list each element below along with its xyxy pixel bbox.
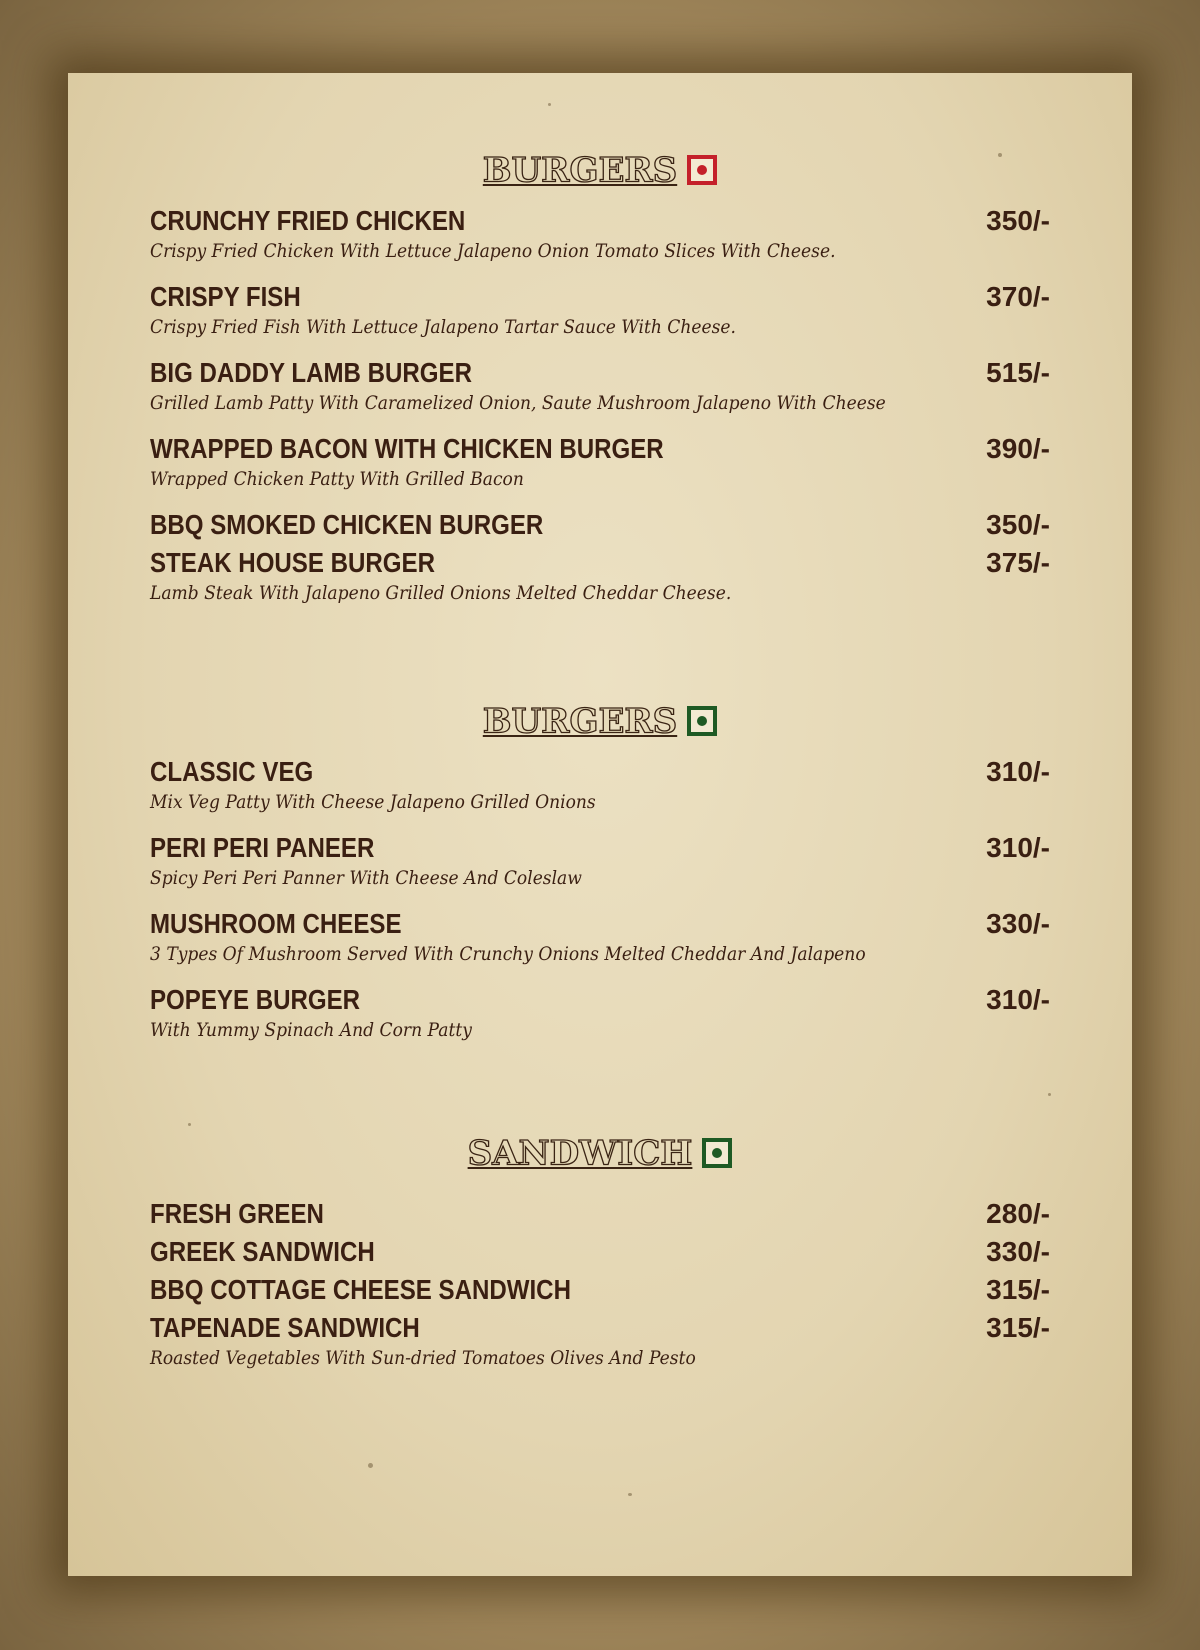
item-name: GREEK SANDWICH bbox=[150, 1236, 375, 1267]
menu-item bbox=[150, 1233, 1050, 1271]
item-name: CLASSIC VEG bbox=[150, 756, 314, 787]
item-name: BBQ SMOKED CHICKEN BURGER bbox=[150, 509, 544, 540]
item-description: Lamb Steak With Jalapeno Grilled Onions Melted Cheddar Cheese. bbox=[150, 582, 732, 604]
item-description: Crispy Fried Chicken With Lettuce Jalapeno Onion Tomato Slices With Cheese. bbox=[150, 240, 836, 262]
item-name: POPEYE BURGER bbox=[150, 984, 361, 1015]
item-name: MUSHROOM CHEESE bbox=[150, 908, 402, 939]
item-description: Spicy Peri Peri Panner With Cheese And Coleslaw bbox=[150, 867, 582, 889]
item-price: 350/- bbox=[986, 205, 1050, 236]
item-name: CRUNCHY FRIED CHICKEN bbox=[150, 205, 466, 236]
section-burgers-veg bbox=[150, 699, 1050, 1043]
item-name: STEAK HOUSE BURGER bbox=[150, 547, 435, 578]
item-price: 330/- bbox=[986, 1236, 1050, 1267]
menu-item bbox=[150, 544, 1050, 606]
item-name: TAPENADE SANDWICH bbox=[150, 1312, 420, 1343]
section-title: BURGERS bbox=[482, 150, 678, 191]
menu-item bbox=[150, 278, 1050, 340]
menu-item bbox=[150, 905, 1050, 967]
menu-item bbox=[150, 1195, 1050, 1233]
section-sandwich bbox=[150, 1131, 1050, 1371]
item-price: 310/- bbox=[986, 984, 1050, 1015]
item-price: 370/- bbox=[986, 281, 1050, 312]
item-description: Mix Veg Patty With Cheese Jalapeno Grilled Onions bbox=[150, 791, 596, 813]
menu-item bbox=[150, 981, 1050, 1043]
item-name: WRAPPED BACON WITH CHICKEN BURGER bbox=[150, 433, 664, 464]
item-price: 310/- bbox=[986, 756, 1050, 787]
item-price: 330/- bbox=[986, 908, 1050, 939]
item-price: 315/- bbox=[986, 1312, 1050, 1343]
item-price: 280/- bbox=[986, 1198, 1050, 1229]
item-name: BIG DADDY LAMB BURGER bbox=[150, 357, 472, 388]
menu-item bbox=[150, 354, 1050, 416]
item-description: 3 Types Of Mushroom Served With Crunchy Onions Melted Cheddar And Jalapeno bbox=[150, 943, 866, 965]
item-description: Grilled Lamb Patty With Caramelized Onion, Saute Mushroom Jalapeno With Cheese bbox=[150, 392, 886, 414]
item-description: Wrapped Chicken Patty With Grilled Bacon bbox=[150, 468, 524, 490]
menu-page bbox=[68, 73, 1132, 1576]
non-veg-mark-icon bbox=[687, 155, 717, 185]
item-name: PERI PERI PANEER bbox=[150, 832, 375, 863]
menu-item bbox=[150, 1271, 1050, 1309]
item-description: Roasted Vegetables With Sun-dried Tomatoes Olives And Pesto bbox=[150, 1347, 696, 1369]
item-price: 390/- bbox=[986, 433, 1050, 464]
menu-item bbox=[150, 829, 1050, 891]
section-title: BURGERS bbox=[482, 701, 678, 742]
veg-mark-icon bbox=[687, 706, 717, 736]
menu-item bbox=[150, 430, 1050, 492]
item-description: With Yummy Spinach And Corn Patty bbox=[150, 1019, 472, 1041]
section-heading bbox=[150, 1131, 1050, 1175]
item-price: 315/- bbox=[986, 1274, 1050, 1305]
item-price: 310/- bbox=[986, 832, 1050, 863]
section-burgers-nonveg bbox=[150, 148, 1050, 606]
menu-item bbox=[150, 753, 1050, 815]
item-price: 350/- bbox=[986, 509, 1050, 540]
item-price: 515/- bbox=[986, 357, 1050, 388]
menu-item bbox=[150, 1309, 1050, 1371]
veg-mark-icon bbox=[702, 1138, 732, 1168]
menu-item bbox=[150, 506, 1050, 544]
item-price: 375/- bbox=[986, 547, 1050, 578]
section-title: SANDWICH bbox=[467, 1133, 693, 1174]
item-name: FRESH GREEN bbox=[150, 1198, 324, 1229]
item-description: Crispy Fried Fish With Lettuce Jalapeno Tartar Sauce With Cheese. bbox=[150, 316, 736, 338]
menu-item bbox=[150, 202, 1050, 264]
item-name: CRISPY FISH bbox=[150, 281, 301, 312]
section-heading bbox=[150, 699, 1050, 743]
section-heading bbox=[150, 148, 1050, 192]
item-name: BBQ COTTAGE CHEESE SANDWICH bbox=[150, 1274, 571, 1305]
